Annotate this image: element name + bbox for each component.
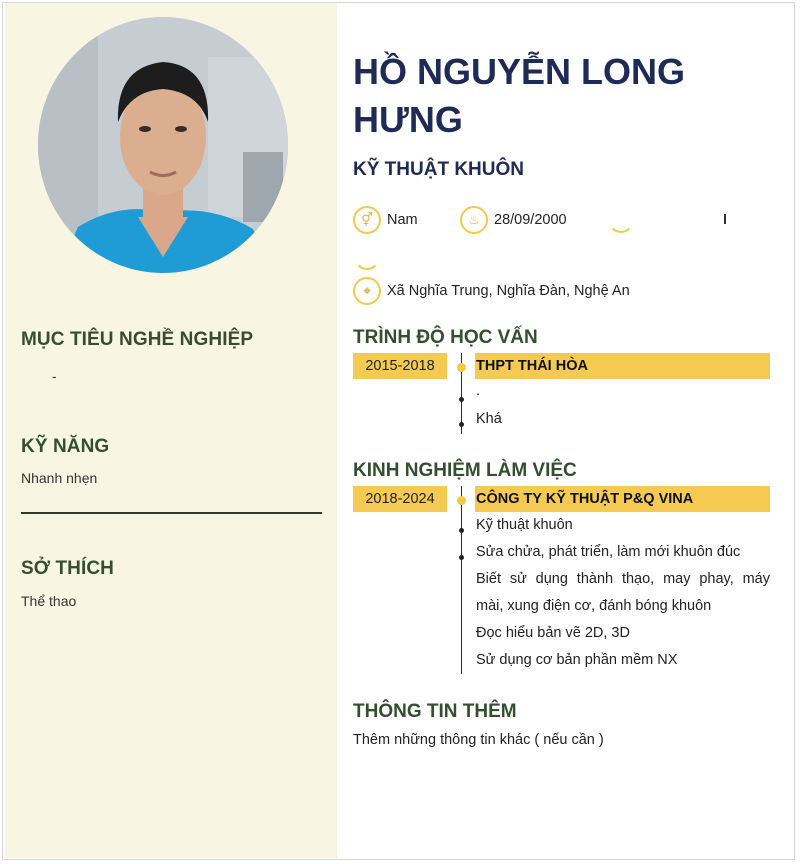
phone-value-fragment [724,214,726,224]
birthday-info [460,206,567,234]
email-icon [354,244,380,270]
birthday-value: 28/09/2000 [494,212,567,228]
job-title: KỸ THUẬT KHUÔN [353,159,524,180]
experience-period: 2018-2024 [353,486,447,512]
experience-item: Sửa chửa, phát triển, làm mới khuôn đúc [476,544,741,560]
avatar-photo [38,17,288,273]
education-dot [457,363,466,372]
education-period: 2015-2018 [353,353,447,379]
experience-dot [457,496,466,505]
gender-value: Nam [387,212,418,228]
experience-item: Biết sử dụng thành thạo, may phay, máy [476,571,770,587]
experience-company: CÔNG TY KỸ THUẬT P&Q VINA [475,486,770,512]
experience-bullet [459,555,464,560]
education-bullet [459,397,464,402]
experience-timeline [461,486,462,674]
gender-info [353,206,418,234]
additional-text: Thêm những thông tin khác ( nếu cần ) [353,732,604,748]
skills-divider [21,512,322,514]
skills-heading: KỸ NĂNG [21,436,110,457]
skills-text: Nhanh nhẹn [21,470,98,486]
hobbies-heading: SỞ THÍCH [21,558,115,579]
education-item: Khá [476,411,502,427]
full-name: HỒ NGUYỄN LONG HƯNG [353,51,686,140]
objective-text: - [52,368,57,384]
hobbies-text: Thể thao [21,593,77,609]
experience-item: Sử dụng cơ bản phần mềm NX [476,652,678,668]
phone-icon [608,207,634,233]
avatar [38,17,288,273]
education-heading: TRÌNH ĐỘ HỌC VẤN [353,327,538,348]
cake-icon: ♨ [460,206,488,234]
location-icon: ⌖ [353,277,381,305]
experience-item: Kỹ thuật khuôn [476,517,573,533]
experience-item: mài, xung điện cơ, đánh bóng khuôn [476,598,712,614]
objective-heading: MỤC TIÊU NGHỀ NGHIỆP [21,329,254,350]
additional-heading: THÔNG TIN THÊM [353,701,517,722]
address-value: Xã Nghĩa Trung, Nghĩa Đàn, Nghệ An [387,283,630,299]
experience-item: Đọc hiểu bản vẽ 2D, 3D [476,625,630,641]
education-bullet [459,422,464,427]
experience-heading: KINH NGHIỆM LÀM VIỆC [353,460,577,481]
education-item: . [476,383,481,399]
gender-icon: ⚥ [353,206,381,234]
address-info [353,277,630,305]
experience-bullet [459,528,464,533]
education-school: THPT THÁI HÒA [475,353,770,379]
